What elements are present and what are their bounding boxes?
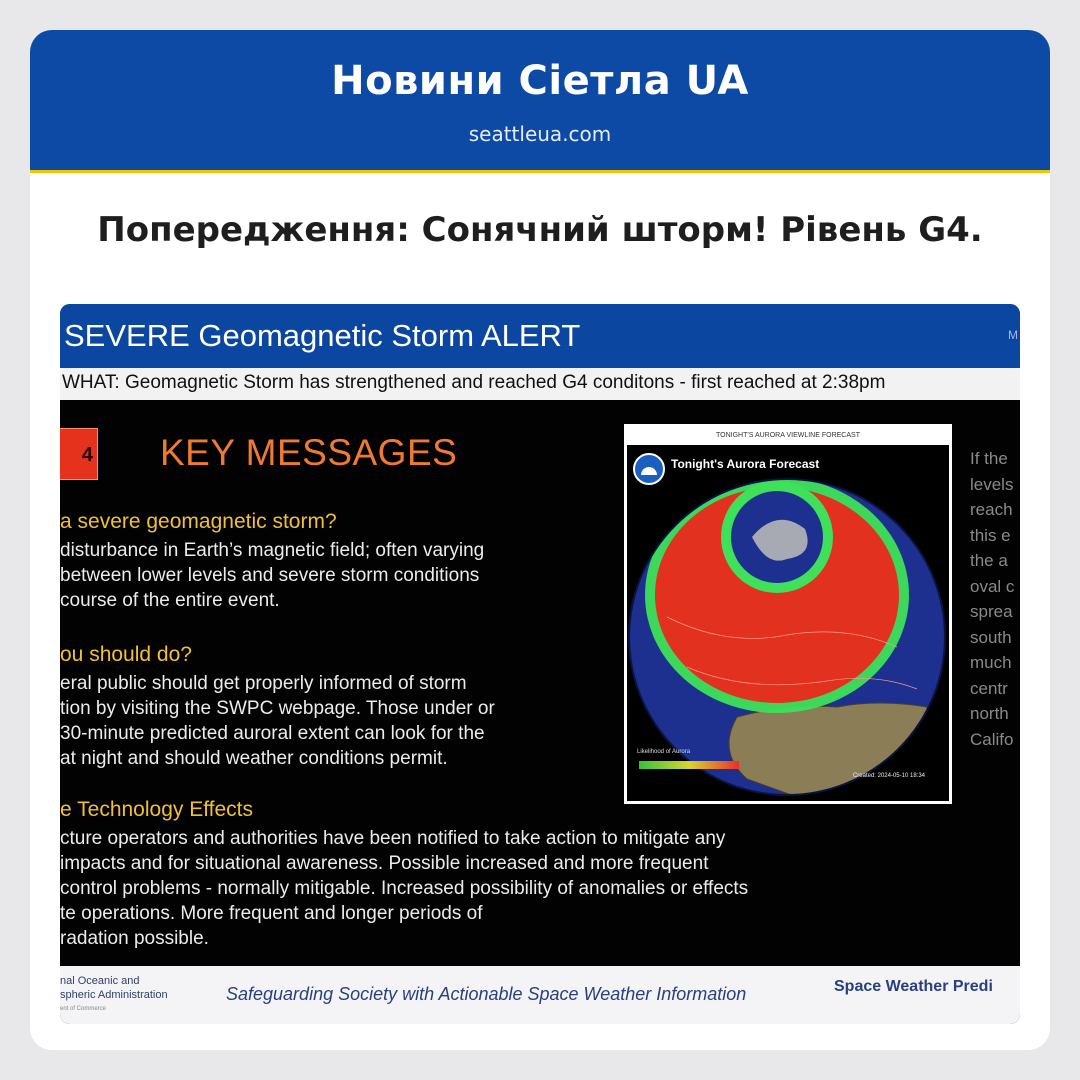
section2-line: at night and should weather conditions permit.: [60, 748, 448, 769]
site-banner: [30, 30, 1050, 173]
alert-corner-mark: M: [1008, 328, 1018, 342]
side-line: south: [970, 627, 1012, 647]
map-legend-bar: [639, 761, 739, 769]
aurora-forecast-map: [624, 424, 952, 804]
side-line: levels: [970, 474, 1014, 494]
embedded-alert-image: [60, 304, 1020, 1024]
card-bottom-margin: [30, 1024, 1050, 1050]
section1-line: course of the entire event.: [60, 590, 280, 611]
side-line: sprea: [970, 602, 1013, 621]
footer-tagline: Safeguarding Society with Actionable Space Weather Information: [226, 984, 747, 1004]
side-line: north: [970, 704, 1009, 723]
section1-line: disturbance in Earth’s magnetic field; often varying: [60, 540, 485, 561]
map-top-caption: TONIGHT'S AURORA VIEWLINE FORECAST: [627, 427, 949, 445]
aurora-map-inner: [627, 427, 949, 801]
alert-footer: [60, 966, 1020, 1024]
section1-line: between lower levels and severe storm conditions: [60, 565, 480, 586]
section2-heading: ou should do?: [60, 643, 192, 666]
section3-line: radation possible.: [60, 928, 209, 949]
footer-swpc-name: Space Weather Predi: [834, 978, 993, 995]
article-headline: Попередження: Сонячний шторм! Рівень G4.: [97, 210, 983, 250]
section1-heading: a severe geomagnetic storm?: [60, 510, 337, 533]
org-line: spheric Administration: [60, 989, 168, 1001]
org-line: nal Oceanic and: [60, 975, 140, 987]
section3-line: cture operators and authorities have been notified to take action to mitigate any: [60, 828, 726, 849]
side-line: centr: [970, 678, 1008, 698]
what-bar: [60, 368, 1020, 400]
section2-line: eral public should get properly informed of storm: [60, 673, 467, 694]
map-forecast-title: Tonight's Aurora Forecast: [671, 457, 820, 471]
org-line: ent of Commerce: [60, 1006, 107, 1012]
g4-badge: 4: [60, 428, 98, 480]
map-legend-label: Likelihood of Aurora: [637, 749, 691, 755]
section3-line: control problems - normally mitigable. Increased possibility of anomalies or effects: [60, 878, 749, 899]
site-title[interactable]: Новини Сіетла UA: [331, 58, 749, 104]
section2-line: 30-minute predicted auroral extent can look for the: [60, 723, 485, 744]
noaa-org-name: [60, 974, 168, 1016]
side-line: reach: [970, 500, 1013, 519]
side-line: much: [970, 653, 1012, 672]
side-line: oval c: [970, 576, 1015, 596]
what-line: WHAT: Geomagnetic Storm has strengthened and reached G4 conditons - first reached at 2:38pm: [62, 372, 886, 393]
section3-line: te operations. More frequent and longer periods of: [60, 903, 483, 924]
news-card: [30, 30, 1050, 1050]
alert-title: SEVERE Geomagnetic Storm ALERT: [64, 318, 581, 353]
side-line: Califo: [970, 729, 1014, 749]
side-line: this e: [970, 525, 1011, 545]
side-text-column: [970, 446, 1020, 752]
key-messages-heading: KEY MESSAGES: [160, 432, 458, 473]
side-line: If the: [970, 449, 1008, 468]
side-line: the a: [970, 551, 1008, 570]
map-timestamp: Created: 2024-05-10 18:34: [852, 773, 925, 779]
key-messages-slide: [60, 400, 1020, 966]
alert-title-bar: [60, 304, 1020, 368]
section3-line: impacts and for situational awareness. Possible increased and more frequent: [60, 853, 709, 874]
site-url[interactable]: seattleua.com: [468, 122, 612, 146]
section3-heading: e Technology Effects: [60, 798, 254, 821]
section2-line: tion by visiting the SWPC webpage. Those under or: [60, 698, 495, 719]
